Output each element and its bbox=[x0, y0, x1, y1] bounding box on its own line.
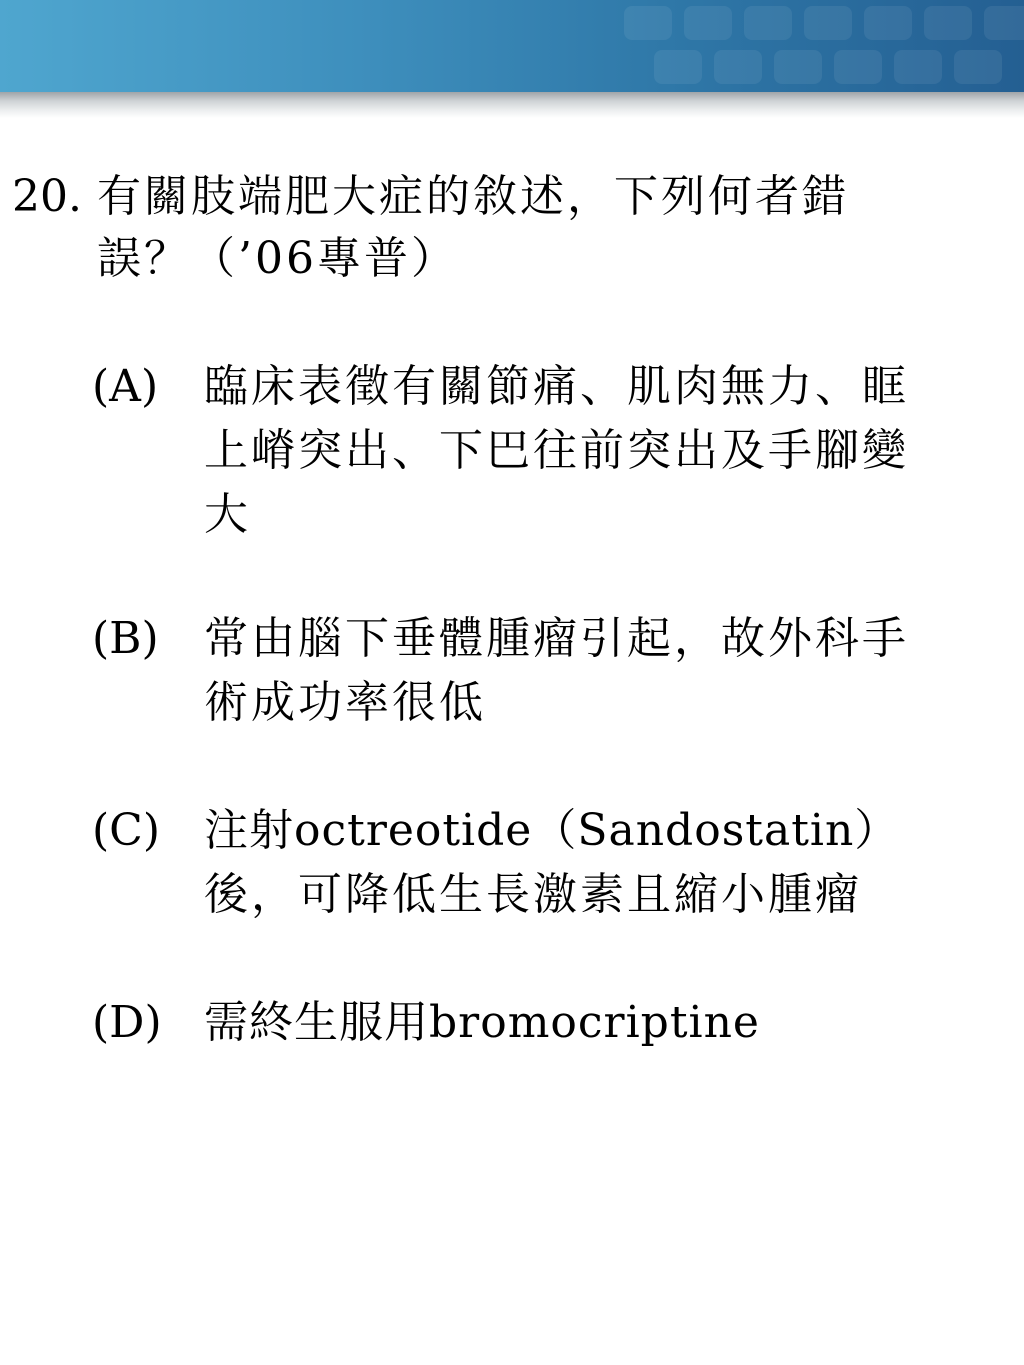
option-c-label: (C) bbox=[92, 805, 160, 856]
question-text-line-1: 有關肢端肥大症的敘述，下列何者錯 bbox=[97, 171, 849, 222]
option-d-label: (D) bbox=[92, 997, 162, 1048]
option-a-text-line-1: 臨床表徵有關節痛、肌肉無力、眶 bbox=[204, 361, 909, 412]
option-a-text-line-2: 上嵴突出、下巴往前突出及手腳變 bbox=[204, 425, 909, 476]
question-number: 20. bbox=[12, 171, 82, 222]
option-c-text-line-1: 注射octreotide（Sandostatin） bbox=[204, 805, 900, 856]
option-c-text-line-2: 後，可降低生長激素且縮小腫瘤 bbox=[204, 869, 862, 920]
question-text-line-2: 誤？（’06專普） bbox=[97, 233, 458, 284]
option-d-text-line-1: 需終生服用bromocriptine bbox=[204, 997, 760, 1048]
option-a-label: (A) bbox=[92, 361, 159, 412]
option-b-text-line-2: 術成功率很低 bbox=[204, 677, 486, 728]
option-b-label: (B) bbox=[92, 613, 159, 664]
option-b-text-line-1: 常由腦下垂體腫瘤引起，故外科手 bbox=[204, 613, 909, 664]
option-a-text-line-3: 大 bbox=[204, 489, 251, 540]
